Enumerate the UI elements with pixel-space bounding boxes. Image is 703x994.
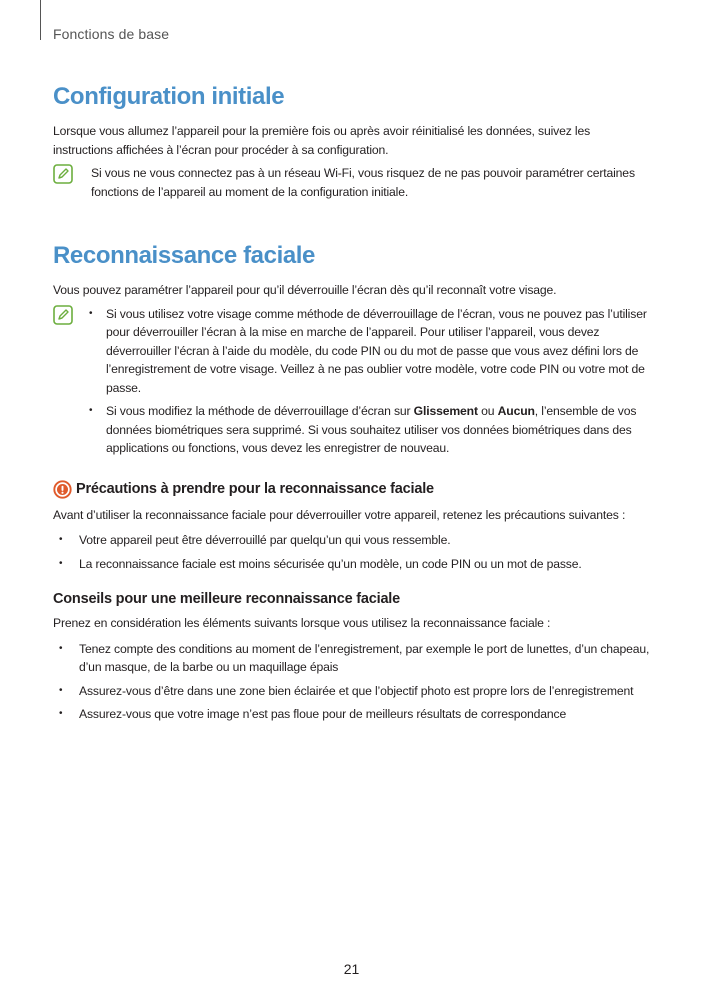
face-notes [53,305,651,458]
precautions-title-text: Précautions à prendre pour la reconnaissance faciale [76,481,434,497]
caution-icon [53,480,72,499]
glissement-option: Glissement [413,404,478,418]
note-pencil-icon [53,305,73,325]
bullet: • [89,405,93,416]
precaution-1: Votre appareil peut être déverrouillé par quelqu’un qui vous ressemble. [79,533,451,547]
setup-title: Configuration initiale [53,83,285,110]
setup-intro: Lorsque vous allumez l’appareil pour la première fois ou après avoir réinitialisé les données, suivez les instructions affichées à l’écran pour procéder à sa configuration. [53,124,591,157]
bullet: • [59,708,63,719]
tips-intro: Prenez en considération les éléments suivants lorsque vous utilisez la reconnaissance faciale : [53,616,551,630]
precautions-list [53,531,651,573]
bullet: • [89,307,93,319]
face-note-2-c: ou [477,404,498,418]
setup-note-text: Si vous ne vous connectez pas à un réseau Wi-Fi, vous risquez de ne pas pouvoir paramétrer certaines fonctions de l’appareil au moment de la configuration initiale. [91,166,635,199]
list-item [88,305,651,398]
face-note-2-a: Si vous modifiez la méthode de déverrouillage d’écran sur [106,404,414,418]
bullet: • [59,684,63,696]
tip-2: Assurez-vous d’être dans une zone bien éclairée et que l’objectif photo est propre lors de l’enregistrement [79,683,634,698]
list-item [53,555,651,574]
list-item [53,531,651,550]
list-item [53,705,651,724]
face-title: Reconnaissance faciale [53,242,316,269]
aucun-option: Aucun [497,404,535,418]
face-note-1: Si vous utilisez votre visage comme méthode de déverrouillage de l’écran, vous ne pouvez pas l’utiliser pour déverrouiller l’écran à la mise en marche de l’appareil. Pour utiliser l’appareil, vous devez déverrouiller l’écran à l’aide du modèle, du code PIN ou du mot de passe que vous avez défini lors de l’enregistrement de votre visage. Veillez à ne pas oublier votre modèle, votre code PIN ou votre mot de passe. [106,306,647,395]
face-note-list [88,305,651,458]
tips-list [53,640,651,724]
precautions-title [53,480,651,499]
list-item [53,682,651,701]
bullet: • [59,642,63,654]
page-number: 21 [343,961,360,977]
precautions-intro: Avant d’utiliser la reconnaissance faciale pour déverrouiller votre appareil, retenez les précautions suivantes : [53,507,626,522]
tips-title: Conseils pour une meilleure reconnaissance faciale [53,591,400,607]
precaution-2: La reconnaissance faciale est moins sécurisée qu’un modèle, un code PIN ou un mot de passe. [79,556,582,571]
list-item [53,640,651,677]
list-item [88,402,651,458]
face-intro: Vous pouvez paramétrer l’appareil pour qu’il déverrouille l’écran dès qu’il reconnaît votre visage. [53,283,557,297]
tip-3: Assurez-vous que votre image n’est pas floue pour de meilleurs résultats de correspondance [79,707,567,721]
bullet: • [59,557,63,569]
header-rule [40,0,41,40]
note-pencil-icon [53,164,73,184]
face-note-2-e: , l’ensemble de vos données biométriques sera supprimé. Si vous souhaitez utiliser vos données biométriques dans des applications ou fonctions, vous devez les enregistrer de nouveau. [106,404,637,455]
bullet: • [59,534,63,545]
page-content [53,80,651,724]
setup-note [53,164,651,201]
tip-1: Tenez compte des conditions au moment de l’enregistrement, par exemple le port de lunettes, d’un chapeau, d’un masque, de la barbe ou un maquillage épais [79,641,650,674]
running-header: Fonctions de base [53,26,170,42]
